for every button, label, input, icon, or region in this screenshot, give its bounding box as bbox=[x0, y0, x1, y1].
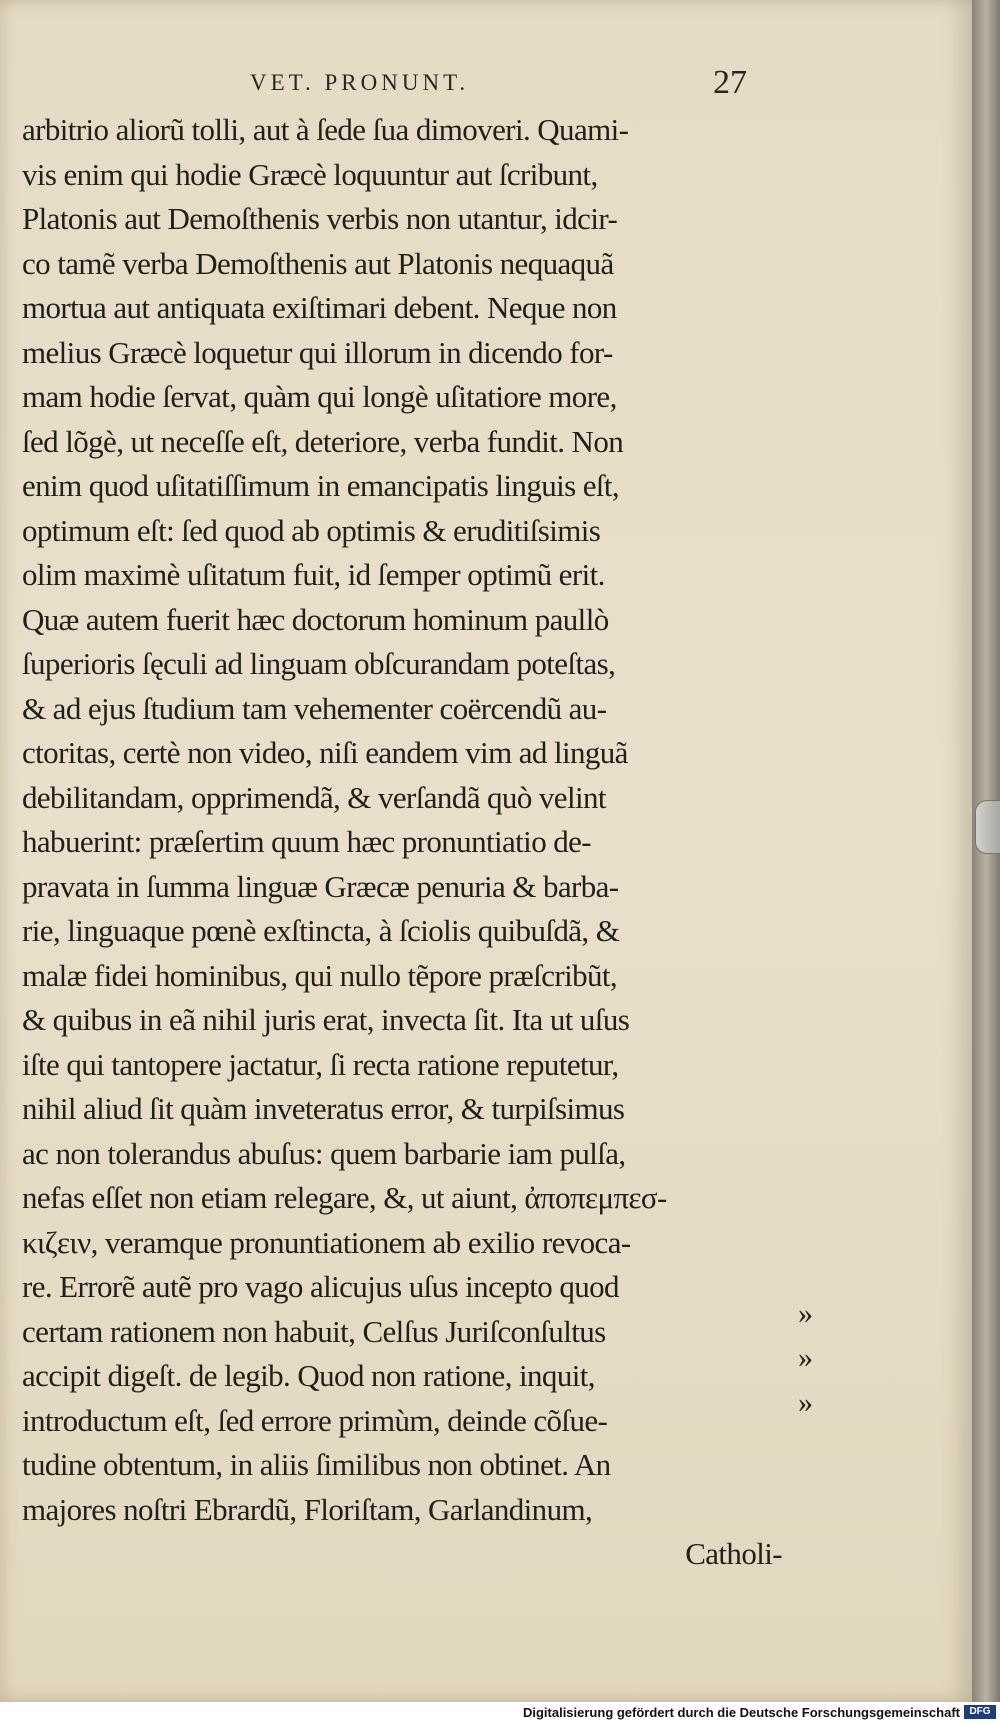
text-line: iſte qui tantopere jactatur, ſi recta ratione reputetur, bbox=[22, 1046, 619, 1082]
text-line: vis enim qui hodie Græcè loquuntur aut ſcribunt, bbox=[22, 156, 598, 192]
catchword: Catholi- bbox=[685, 1536, 782, 1571]
text-line: introductum eſt, ſed errore primùm, deinde cõſue- bbox=[22, 1402, 608, 1438]
text-line: rie, linguaque pœnè exſtincta, à ſciolis quibuſdã, & bbox=[22, 913, 620, 948]
text-line: habuerint: præſertim quum hæc pronuntiatio de- bbox=[22, 824, 592, 859]
text-line: melius Græcè loquetur qui illorum in dicendo for- bbox=[22, 334, 613, 370]
text-line: nefas eſſet non etiam relegare, &, ut aiunt, ἀποπεμπεσ- bbox=[22, 1180, 667, 1215]
text-line: Platonis aut Demoſthenis verbis non utantur, idcir- bbox=[22, 201, 618, 236]
body-text bbox=[22, 108, 782, 1577]
text-line: nihil aliud ſit quàm inveteratus error, & turpiſsimus bbox=[22, 1091, 625, 1126]
text-line: mam hodie ſervat, quàm qui longè uſitatiore more, bbox=[22, 379, 617, 414]
text-line: ſuperioris ſęculi ad linguam obſcurandam poteſtas, bbox=[22, 646, 616, 681]
text-line: Quæ autem fuerit hæc doctorum hominum paullò bbox=[22, 601, 609, 637]
text-line: accipit digeſt. de legib. Quod non ratione, inquit, bbox=[22, 1358, 595, 1393]
text-line: malæ fidei hominibus, qui nullo tẽpore præſcribũt, bbox=[22, 957, 618, 993]
text-line: pravata in ſumma linguæ Græcæ penuria & barba- bbox=[22, 868, 619, 904]
margin-quote-mark: » bbox=[798, 1341, 813, 1374]
text-line: ctoritas, certè non video, niſi eandem vim ad linguã bbox=[22, 735, 628, 770]
margin-quote-mark: » bbox=[798, 1386, 813, 1419]
digitization-footer bbox=[0, 1702, 1000, 1723]
text-line: κιζειν, veramque pronuntiationem ab exilio revoca- bbox=[22, 1224, 631, 1260]
margin-quote-mark: » bbox=[798, 1297, 813, 1330]
text-line: certam rationem non habuit, Celſus Juriſconſultus bbox=[22, 1313, 606, 1349]
text-line: debilitandam, opprimendã, & verſandã quò velint bbox=[22, 779, 606, 815]
funding-notice: Digitalisierung gefördert durch die Deutsche Forschungsgemeinschaft bbox=[522, 1705, 960, 1720]
text-line: tudine obtentum, in aliis ſimilibus non obtinet. An bbox=[22, 1447, 611, 1482]
text-line: ac non tolerandus abuſus: quem barbarie iam pulſa, bbox=[22, 1135, 626, 1171]
text-line: re. Errorẽ autẽ pro vago alicujus uſus incepto quod bbox=[22, 1269, 619, 1304]
text-line: & ad ejus ſtudium tam vehementer coërcendũ au- bbox=[22, 690, 607, 726]
text-line: majores noſtri Ebrardũ, Floriſtam, Garlandinum, bbox=[22, 1491, 593, 1527]
page-header bbox=[0, 66, 972, 106]
running-head: VET. PRONUNT. bbox=[250, 70, 470, 95]
text-line: optimum eſt: ſed quod ab optimis & eruditiſsimis bbox=[22, 512, 601, 548]
text-line: ſed lõgè, ut neceſſe eſt, deteriore, verba fundit. Non bbox=[22, 423, 624, 459]
text-line: enim quod uſitatiſſimum in emancipatis linguis eſt, bbox=[22, 468, 620, 503]
text-line: mortua aut antiquata exiſtimari debent. Neque non bbox=[22, 290, 617, 325]
paper-clip bbox=[975, 800, 1000, 854]
text-line: co tamẽ verba Demoſthenis aut Platonis nequaquã bbox=[22, 245, 614, 281]
text-line: olim maximè uſitatum fuit, id ſemper optimũ erit. bbox=[22, 557, 605, 592]
text-line: arbitrio aliorũ tolli, aut à ſede ſua dimoveri. Quami- bbox=[22, 112, 629, 147]
text-line: & quibus in eã nihil juris erat, invecta ſit. Ita ut uſus bbox=[22, 1002, 630, 1037]
page-number: 27 bbox=[713, 64, 747, 101]
dfg-logo: DFG bbox=[964, 1705, 996, 1719]
